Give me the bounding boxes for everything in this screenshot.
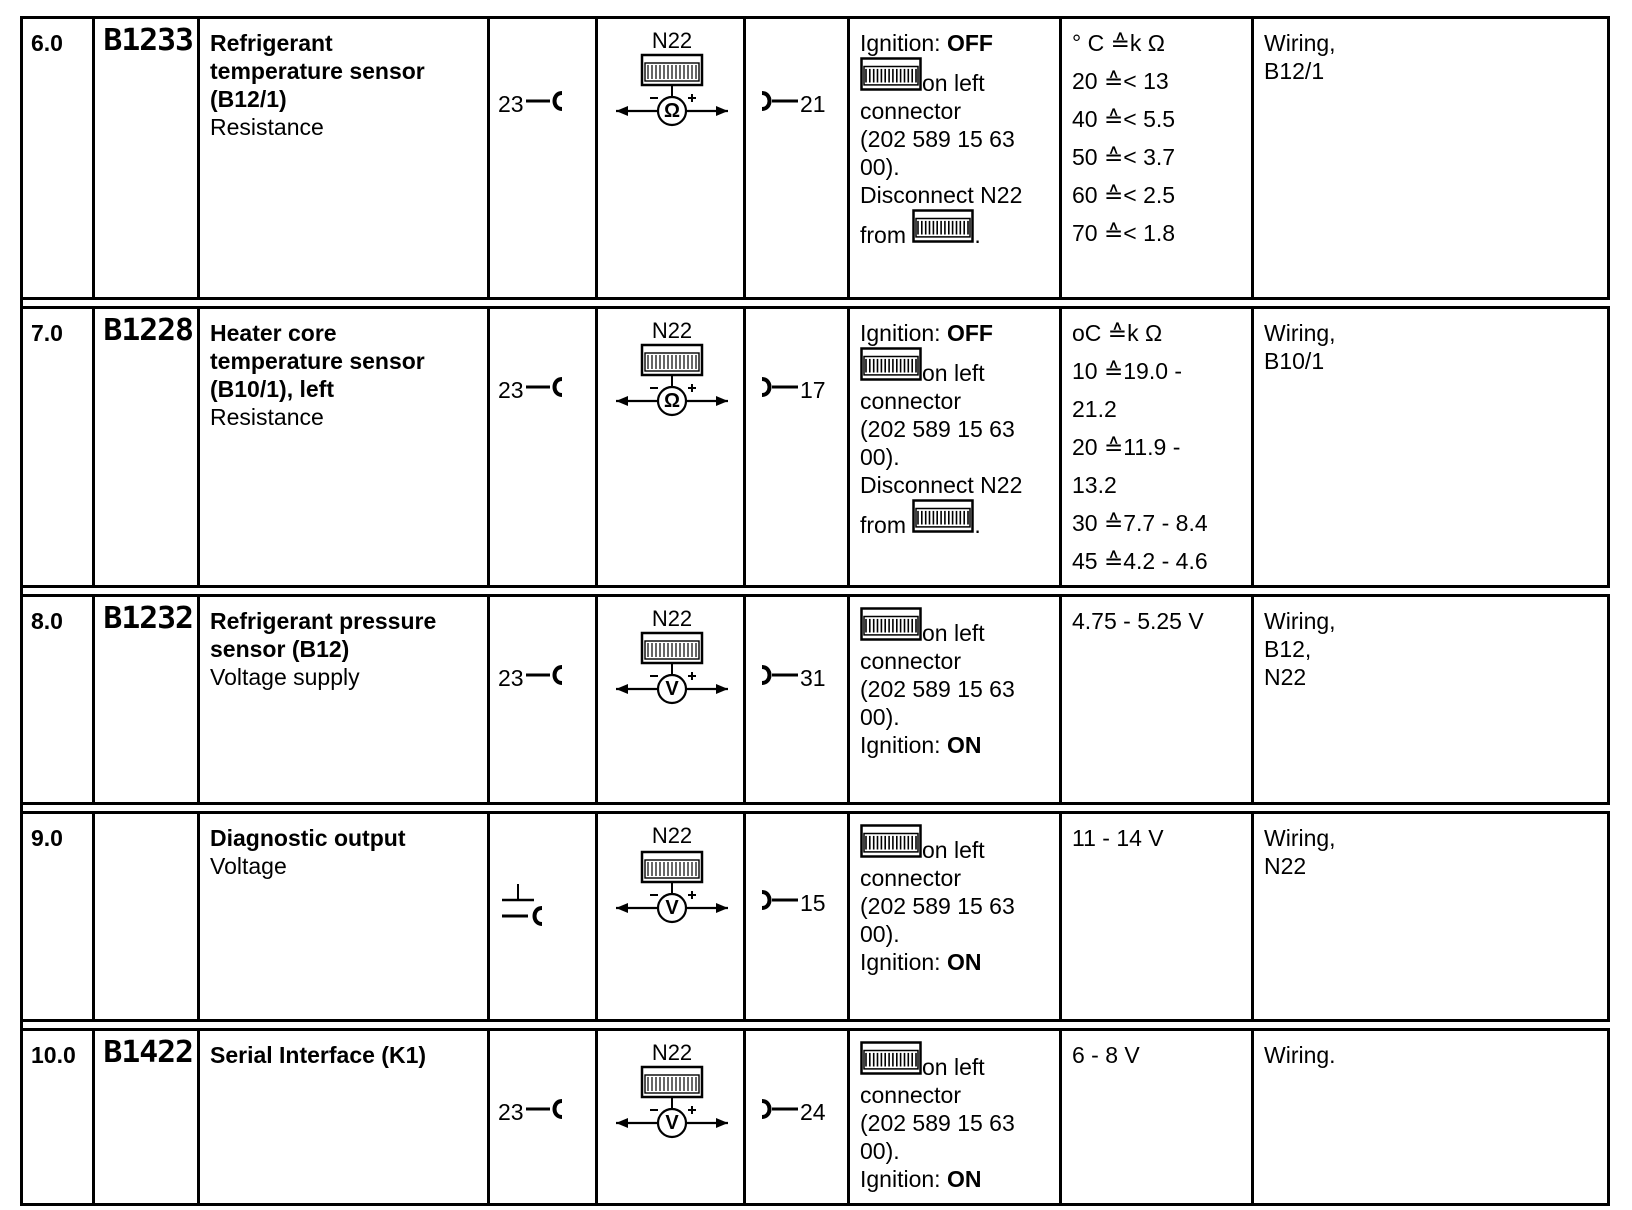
part-number: (202 589 15 63 (860, 1110, 1015, 1136)
connector-line: connector (860, 1082, 962, 1108)
test-conditions (849, 596, 1061, 804)
test-conditions (849, 813, 1061, 1021)
pin-left (498, 375, 566, 405)
multimeter-icon (612, 850, 732, 932)
part-number: (202 589 15 63 (860, 126, 1015, 152)
connector-icon (912, 209, 974, 249)
connector-icon (860, 824, 922, 864)
test-pin-right-cell (745, 1030, 849, 1205)
pin-right-number: 17 (800, 377, 826, 403)
remedy-line: N22 (1264, 664, 1307, 690)
test-pin-left-cell (489, 18, 597, 299)
step-number: 7.0 (22, 308, 94, 587)
test-step-row (22, 596, 1609, 804)
fault-code: B1228 (103, 313, 193, 348)
step-measurement: Voltage supply (210, 664, 360, 690)
possible-cause (1253, 813, 1609, 1021)
diagnostic-table-sheet (20, 16, 1610, 1208)
fault-code-cell (94, 308, 199, 587)
part-number: (202 589 15 63 (860, 676, 1015, 702)
ground-plug (498, 882, 548, 938)
step-number: 9.0 (22, 813, 94, 1021)
pin-right-number: 24 (800, 1099, 826, 1125)
fault-code: B1422 (103, 1035, 193, 1070)
spec-header: ° C ≙k Ω (1072, 30, 1165, 56)
spec-header: oC ≙k Ω (1072, 320, 1163, 346)
pin-left-number: 23 (498, 1099, 524, 1125)
spec-value: 40 ≙< 5.5 (1072, 106, 1176, 132)
connector-line: connector (860, 865, 962, 891)
step-number: 8.0 (22, 596, 94, 804)
connector-line: connector (860, 98, 962, 124)
spec-value: 45 ≙4.2 - 4.6 (1072, 548, 1208, 574)
step-title-line: Diagnostic output (210, 825, 406, 851)
connector-line: connector (860, 648, 962, 674)
part-number-end: 00). (860, 444, 900, 470)
part-number: (202 589 15 63 (860, 893, 1015, 919)
remedy-line: Wiring, (1264, 825, 1336, 851)
possible-cause (1253, 1030, 1609, 1205)
step-number: 6.0 (22, 18, 94, 299)
step-title-line: (B12/1) (210, 86, 287, 112)
part-number-end: 00). (860, 921, 900, 947)
ignition-condition: Ignition: ON (860, 732, 982, 758)
possible-cause (1253, 308, 1609, 587)
remedy-line: Wiring, (1264, 320, 1336, 346)
meter-unit: Ω (663, 100, 681, 122)
spec-value: 13.2 (1072, 472, 1117, 498)
fault-code: B1233 (103, 23, 193, 58)
pin-left-number: 23 (498, 665, 524, 691)
test-pin-left-cell (489, 308, 597, 587)
meter-cell (597, 813, 745, 1021)
connector-icon (860, 1041, 922, 1081)
test-pin-left-cell (489, 1030, 597, 1205)
step-description (199, 813, 489, 1021)
test-pin-right-cell (745, 18, 849, 299)
multimeter-icon (612, 631, 732, 713)
remedy-line: Wiring. (1264, 1042, 1336, 1068)
spec-value: 70 ≙< 1.8 (1072, 220, 1176, 246)
step-number: 10.0 (22, 1030, 94, 1205)
connector-icon (912, 499, 974, 539)
plug-left-icon (524, 1097, 566, 1127)
meter-unit: V (665, 1112, 679, 1134)
fault-code: B1232 (103, 601, 193, 636)
meter-cell (597, 18, 745, 299)
test-conditions (849, 308, 1061, 587)
ground-icon (498, 882, 548, 938)
plug-right-icon (758, 663, 800, 693)
remedy-line: B12, (1264, 636, 1312, 662)
pin-right-number: 21 (800, 91, 826, 117)
disconnect-from: from . (860, 209, 1055, 249)
step-title-line: sensor (B12) (210, 636, 350, 662)
disconnect-instruction: Disconnect N22 (860, 472, 1023, 498)
disconnect-from: from . (860, 499, 1055, 539)
fault-code-cell (94, 1030, 199, 1205)
step-measurement: Voltage (210, 853, 287, 879)
test-step-row (22, 18, 1609, 299)
multimeter-icon (612, 343, 732, 425)
nominal-value (1061, 596, 1253, 804)
plug-right-icon (758, 89, 800, 119)
meter-unit: Ω (663, 390, 681, 412)
ignition-condition: Ignition: OFF (860, 320, 993, 346)
control-unit-label: N22 (651, 28, 693, 53)
pin-right-number: 15 (800, 890, 826, 916)
test-step-row (22, 308, 1609, 587)
remedy-line: B10/1 (1264, 348, 1325, 374)
step-measurement: Resistance (210, 114, 324, 140)
remedy-line: Wiring, (1264, 608, 1336, 634)
spec-header: 11 - 14 V (1072, 825, 1164, 851)
nominal-value (1061, 18, 1253, 299)
step-description (199, 1030, 489, 1205)
step-description (199, 18, 489, 299)
ignition-condition: Ignition: ON (860, 949, 982, 975)
pin-left-number: 23 (498, 91, 524, 117)
spec-value: 60 ≙< 2.5 (1072, 182, 1176, 208)
meter-cell (597, 1030, 745, 1205)
connector-icon (860, 57, 922, 97)
nominal-value (1061, 813, 1253, 1021)
control-unit-label: N22 (651, 606, 693, 631)
multimeter-icon (612, 53, 732, 135)
spec-value: 20 ≙11.9 - (1072, 434, 1181, 460)
control-unit-label: N22 (651, 823, 693, 848)
connector-icon (860, 607, 922, 647)
connector-line: connector (860, 388, 962, 414)
test-pin-right-cell (745, 308, 849, 587)
step-title-line: temperature sensor (210, 348, 425, 374)
ignition-condition: Ignition: ON (860, 1166, 982, 1192)
pin-right (758, 375, 826, 405)
pin-right (758, 888, 826, 918)
remedy-line: B12/1 (1264, 58, 1325, 84)
pin-left-number: 23 (498, 377, 524, 403)
remedy-line: Wiring, (1264, 30, 1336, 56)
step-title-line: Refrigerant (210, 30, 333, 56)
step-title-line: Serial Interface (K1) (210, 1042, 427, 1068)
nominal-value (1061, 308, 1253, 587)
step-title-line: (B10/1), left (210, 376, 334, 402)
connector-condition: on left (860, 57, 1055, 97)
connector-condition: on left (860, 347, 1055, 387)
meter-unit: V (665, 678, 679, 700)
test-pin-right-cell (745, 813, 849, 1021)
part-number-end: 00). (860, 154, 900, 180)
test-conditions (849, 1030, 1061, 1205)
spec-value: 21.2 (1072, 396, 1117, 422)
plug-right-icon (758, 888, 800, 918)
possible-cause (1253, 18, 1609, 299)
test-pin-right-cell (745, 596, 849, 804)
pin-right-number: 31 (800, 665, 826, 691)
step-measurement: Resistance (210, 404, 324, 430)
connector-icon (860, 347, 922, 387)
step-description (199, 308, 489, 587)
pin-right (758, 663, 826, 693)
connector-condition: on left (860, 607, 1055, 647)
fault-code-cell (94, 813, 199, 1021)
pin-left (498, 1097, 566, 1127)
test-pin-left-cell (489, 813, 597, 1021)
part-number: (202 589 15 63 (860, 416, 1015, 442)
plug-right-icon (758, 375, 800, 405)
pin-right (758, 89, 826, 119)
possible-cause (1253, 596, 1609, 804)
test-step-row (22, 813, 1609, 1021)
diagnostic-table (20, 16, 1610, 1206)
disconnect-instruction: Disconnect N22 (860, 182, 1023, 208)
step-title-line: temperature sensor (210, 58, 425, 84)
spec-value: 50 ≙< 3.7 (1072, 144, 1176, 170)
connector-condition: on left (860, 1041, 1055, 1081)
meter-cell (597, 308, 745, 587)
remedy-line: N22 (1264, 853, 1307, 879)
ignition-condition: Ignition: OFF (860, 30, 993, 56)
plug-left-icon (524, 89, 566, 119)
control-unit-label: N22 (651, 318, 693, 343)
meter-unit: V (665, 897, 679, 919)
spec-value: 10 ≙19.0 - (1072, 358, 1183, 384)
pin-left (498, 663, 566, 693)
nominal-value (1061, 1030, 1253, 1205)
spec-value: 30 ≙7.7 - 8.4 (1072, 510, 1208, 536)
fault-code-cell (94, 18, 199, 299)
step-title-line: Refrigerant pressure (210, 608, 437, 634)
fault-code (95, 814, 202, 822)
spec-value: 20 ≙< 13 (1072, 68, 1169, 94)
step-description (199, 596, 489, 804)
test-step-row (22, 1030, 1609, 1205)
fault-code-cell (94, 596, 199, 804)
plug-right-icon (758, 1097, 800, 1127)
pin-left (498, 89, 566, 119)
test-conditions (849, 18, 1061, 299)
plug-left-icon (524, 663, 566, 693)
connector-condition: on left (860, 824, 1055, 864)
test-pin-left-cell (489, 596, 597, 804)
part-number-end: 00). (860, 704, 900, 730)
pin-right (758, 1097, 826, 1127)
plug-left-icon (524, 375, 566, 405)
control-unit-label: N22 (651, 1040, 693, 1065)
part-number-end: 00). (860, 1138, 900, 1164)
spec-header: 6 - 8 V (1072, 1042, 1140, 1068)
spec-header: 4.75 - 5.25 V (1072, 608, 1204, 634)
step-title-line: Heater core (210, 320, 337, 346)
meter-cell (597, 596, 745, 804)
multimeter-icon (612, 1065, 732, 1147)
